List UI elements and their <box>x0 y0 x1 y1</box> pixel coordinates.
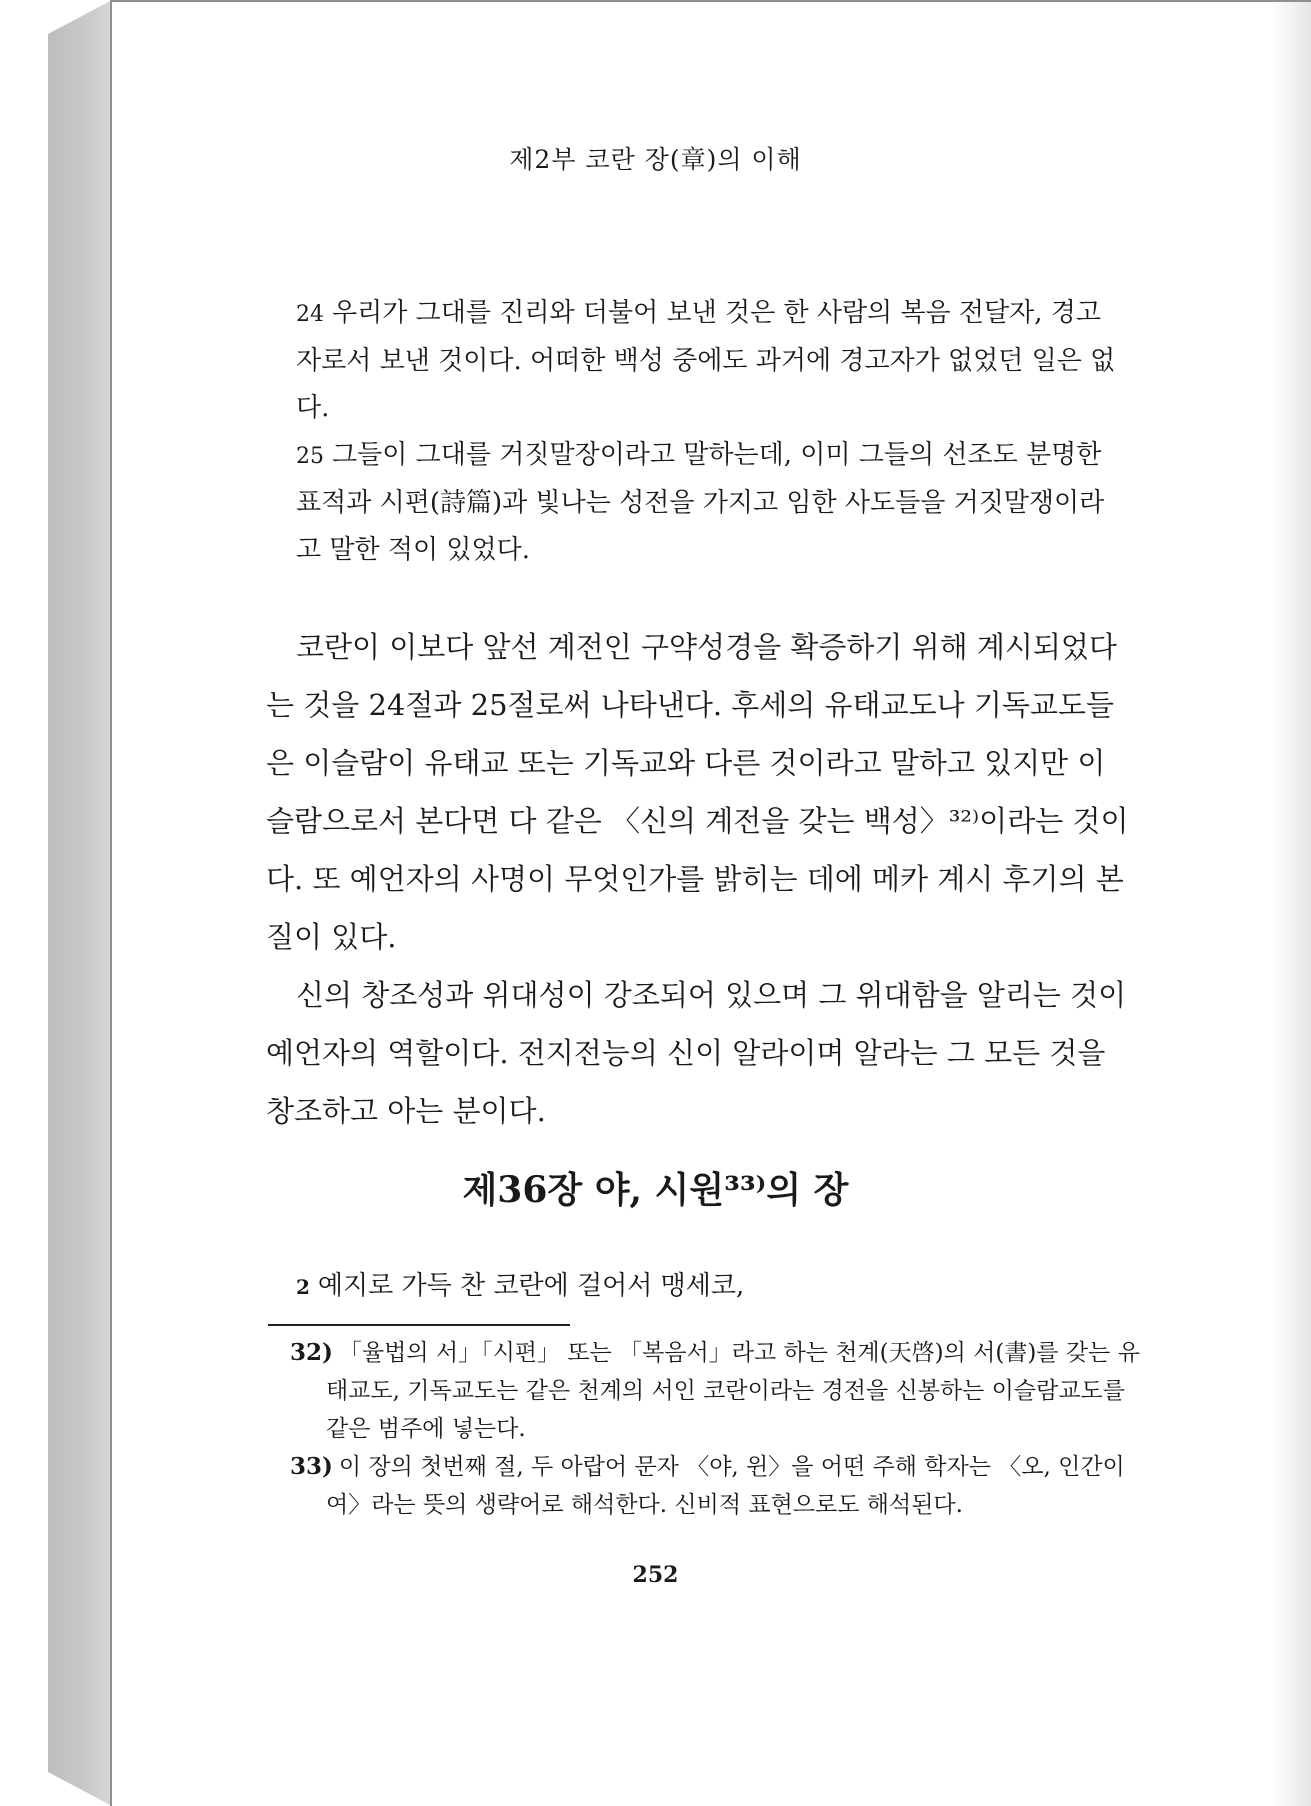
verse-24 <box>296 290 1126 432</box>
page-shade <box>1271 2 1311 1806</box>
verse-number: 2 <box>296 1275 310 1299</box>
footnote-number: 33) <box>290 1453 333 1480</box>
commentary-paragraph: 코란이 이보다 앞선 계전인 구약성경을 확증하기 위해 계시되었다는 것을 24절과 25절로써 나타낸다. 후세의 유태교도나 기독교도들은 이슬람이 유태교 또는 기독교와 다른 것이라고 말하고 있지만 이슬람으로서 본다면 다 같은 〈신의 계전을 갖는 백성〉³²⁾이라는 것이다. 또 예언자의 사명이 무엇인가를 밝히는 데에 메카 계시 후기의 본질이 있다. <box>266 630 1129 954</box>
footnote-text: 이 장의 첫번째 절, 두 아랍어 문자 〈야, 윈〉을 어떤 주해 학자는 〈오, 인간이여〉라는 뜻의 생략어로 해석한다. 신비적 표현으로도 해석된다. <box>326 1454 1125 1518</box>
book-edge <box>48 0 112 1806</box>
footnote-number: 32) <box>290 1339 333 1366</box>
footnote-text: 「율법의 서」「시편」 또는 「복음서」라고 하는 천계(天啓)의 서(書)를 갖는 유태교도, 기독교도는 같은 천계의 서인 코란이라는 경전을 신봉하는 이슬람교도를 같은 범주에 넣는다. <box>326 1340 1140 1442</box>
verse-text: 그들이 그대를 거짓말장이라고 말하는데, 이미 그들의 선조도 분명한 표적과 시편(詩篇)과 빛나는 성전을 가지고 임한 사도들을 거짓말쟁이라고 말한 적이 있었다. <box>296 440 1105 565</box>
footnote-33 <box>290 1448 1140 1524</box>
verse-number: 25 <box>296 444 324 469</box>
footnote-rule <box>268 1324 570 1326</box>
verse-block <box>296 290 1126 574</box>
footnotes <box>290 1334 1140 1524</box>
verse-25 <box>296 432 1126 574</box>
verse-2 <box>296 1266 1126 1307</box>
verse-text: 예지로 가득 찬 코란에 걸어서 맹세코, <box>317 1271 745 1301</box>
verse-number: 24 <box>296 302 324 327</box>
verse-text: 우리가 그대를 진리와 더불어 보낸 것은 한 사람의 복음 전달자, 경고자로서 보낸 것이다. 어떠한 백성 중에도 과거에 경고자가 없었던 일은 없다. <box>296 298 1116 423</box>
chapter-title: 제36장 야, 시원³³⁾의 장 <box>462 1169 849 1211</box>
commentary <box>266 618 1132 1140</box>
footnote-32 <box>290 1334 1140 1448</box>
running-head: 제2부 코란 장(章)의 이해 <box>509 145 802 174</box>
commentary-paragraph: 신의 창조성과 위대성이 강조되어 있으며 그 위대함을 알리는 것이 예언자의 역할이다. 전지전능의 신이 알라이며 알라는 그 모든 것을 창조하고 아는 분이다. <box>266 978 1127 1128</box>
page-number: 252 <box>632 1562 679 1588</box>
